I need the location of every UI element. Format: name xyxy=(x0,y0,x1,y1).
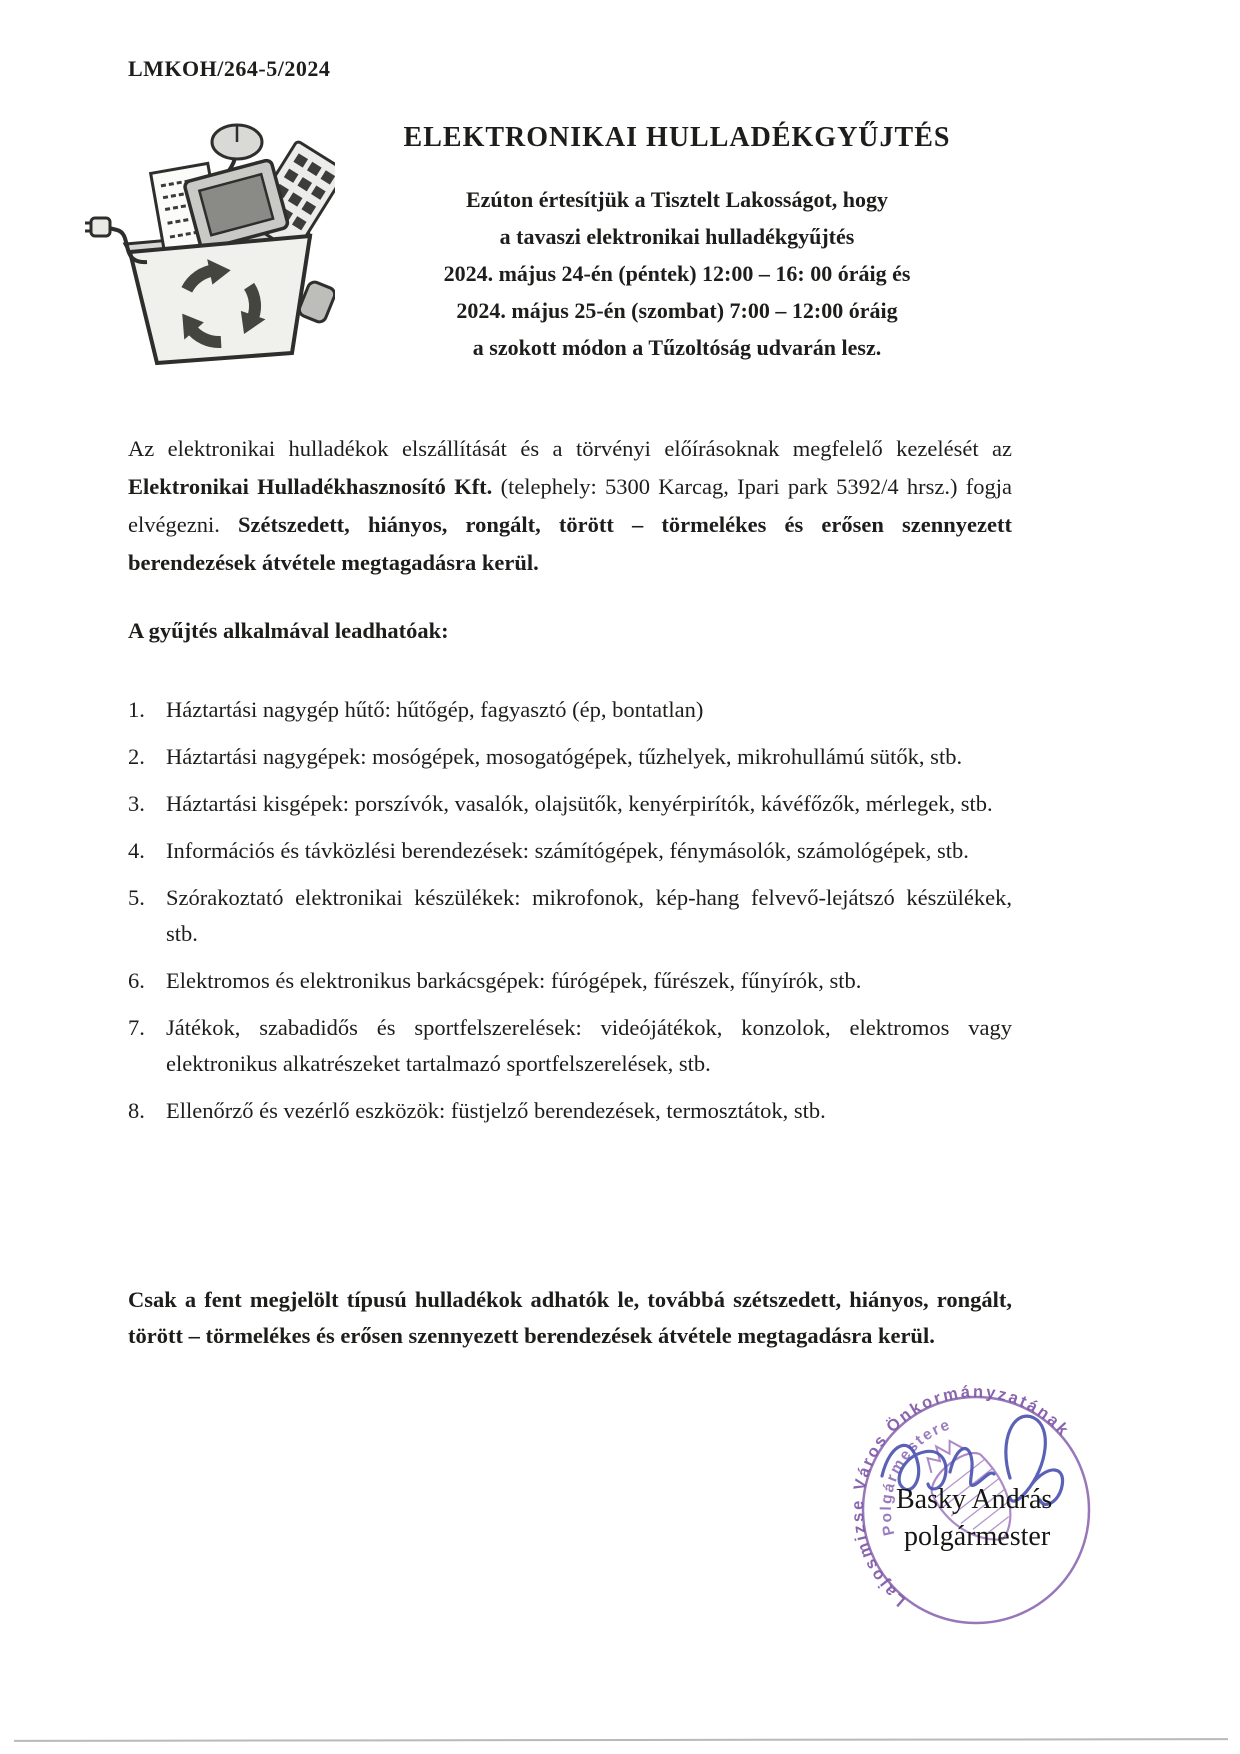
item-text: Szórakoztató elektronikai készülékek: mikrofonok, kép-hang felvevő-lejátszó készülékek, stb. xyxy=(166,885,1012,946)
item-number: 5. xyxy=(128,885,145,910)
intro-line: Ezúton értesítjük a Tisztelt Lakosságot, hogy xyxy=(465,187,889,212)
item-number: 2. xyxy=(128,744,145,769)
e-waste-recycle-bin-icon xyxy=(85,112,335,367)
list-item xyxy=(128,963,1012,999)
warning-bold: Szétszedett, hiányos, rongált, törött – törmelékes és erősen szennyezett berendezések átvétele megtagadásra kerül. xyxy=(128,512,1013,575)
list-heading: A gyűjtés alkalmával leadhatóak: xyxy=(128,618,449,643)
item-number: 7. xyxy=(128,1015,145,1040)
page-title: ELEKTRONIKAI HULLADÉKGYŰJTÉS xyxy=(403,122,951,153)
reference-number: LMKOH/264-5/2024 xyxy=(128,56,331,81)
intro-line: 2024. május 24-én (péntek) 12:00 – 16: 00 óráig és xyxy=(443,261,911,286)
intro-block xyxy=(338,181,1016,366)
item-text: Információs és távközlési berendezések: számítógépek, fénymásolók, számológépek, stb. xyxy=(166,838,969,863)
list-item xyxy=(128,880,1012,952)
item-text: Ellenőrző és vezérlő eszközök: füstjelző berendezések, termosztátok, stb. xyxy=(166,1098,826,1123)
list-item xyxy=(128,786,1012,822)
list-item xyxy=(128,692,1012,728)
intro-line: a tavaszi elektronikai hulladékgyűjtés xyxy=(499,224,855,249)
intro-line: a szokott módon a Tűzoltóság udvarán lesz. xyxy=(472,335,882,360)
item-text: Elektromos és elektronikus barkácsgépek: fúrógépek, fűrészek, fűnyírók, stb. xyxy=(166,968,862,993)
paragraph-text: (telephely: 5300 Karcag, Ipari park 5392/4 hrsz.) fogja elvégezni. xyxy=(128,474,1012,537)
closing-warning-paragraph: Csak a fent megjelölt típusú hulladékok adhatók le, továbbá szétszedett, hiányos, rongált, törött – törmelékes és erősen szennyezett berendezések átvétele megtagadásra kerül. xyxy=(128,1287,1012,1348)
signatory-name: Basky András xyxy=(896,1484,1053,1515)
item-text: Játékok, szabadidős és sportfelszerelések: videójátékok, konzolok, elektromos vagy elektronikus alkatrészeket tartalmazó sportfelszerelések, stb. xyxy=(166,1015,1012,1076)
list-item xyxy=(128,1010,1012,1082)
paragraph-text: Az elektronikai hulladékok elszállítását és a törvényi előírásoknak megfelelő kezelését az xyxy=(128,436,1012,461)
page-bottom-scan-edge xyxy=(14,1738,1228,1742)
item-number: 4. xyxy=(128,838,145,863)
stamp-inner-text: Polgármestere xyxy=(877,1416,954,1538)
item-number: 1. xyxy=(128,697,145,722)
item-number: 8. xyxy=(128,1098,145,1123)
list-item xyxy=(128,1093,1012,1129)
item-text: Háztartási nagygép hűtő: hűtőgép, fagyasztó (ép, bontatlan) xyxy=(166,697,704,722)
intro-line: 2024. május 25-én (szombat) 7:00 – 12:00 óráig xyxy=(456,298,898,323)
waste-types-list xyxy=(128,692,1012,1140)
item-text: Háztartási kisgépek: porszívók, vasalók, olajsütők, kenyérpirítók, kávéfőzők, mérlegek, stb. xyxy=(166,791,993,816)
body-paragraph xyxy=(128,430,1012,582)
document-header xyxy=(338,122,1016,366)
list-item xyxy=(128,833,1012,869)
item-number: 6. xyxy=(128,968,145,993)
item-number: 3. xyxy=(128,791,145,816)
list-item xyxy=(128,739,1012,775)
company-name-bold: Elektronikai Hulladékhasznosító Kft. xyxy=(128,474,493,499)
signatory-title: polgármester xyxy=(904,1521,1051,1552)
stamp-ring-text: Lajosmizse Város Önkormányzatának xyxy=(848,1382,1074,1610)
item-text: Háztartási nagygépek: mosógépek, mosogatógépek, tűzhelyek, mikrohullámú sütők, stb. xyxy=(166,744,963,769)
